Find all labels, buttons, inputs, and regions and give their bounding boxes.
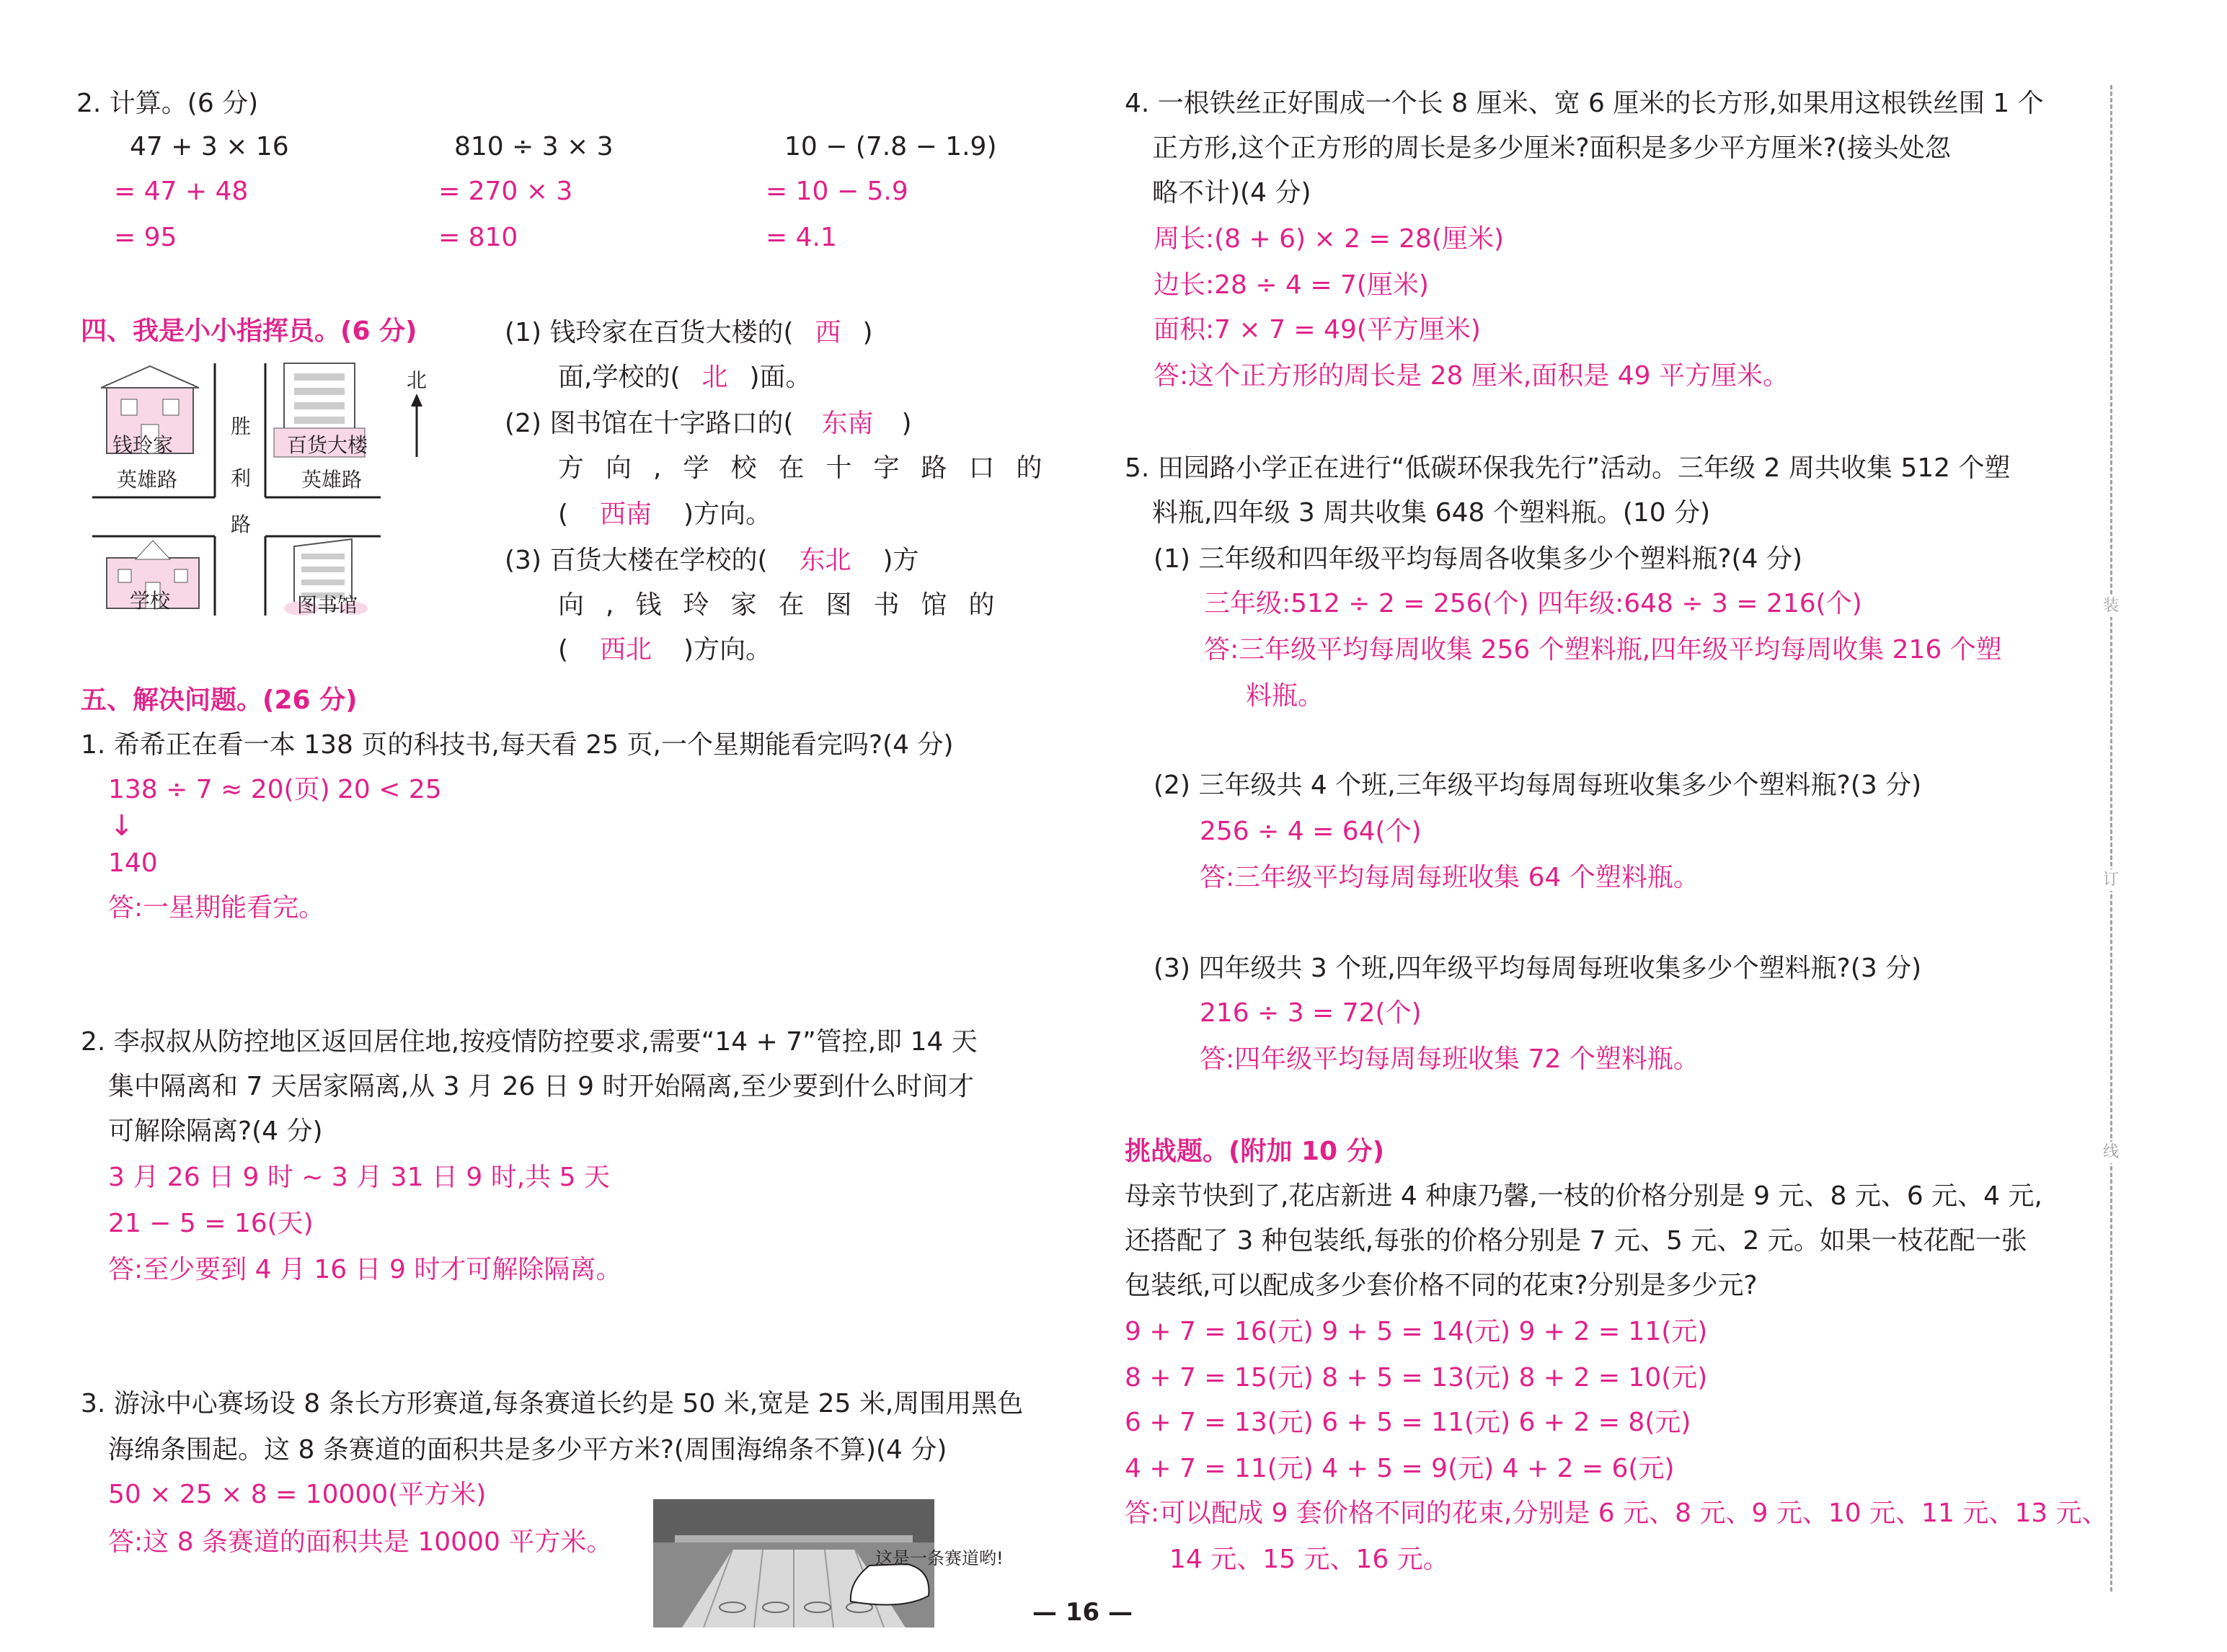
sec4-q1-line2: 面,学校的( 北 )面。 <box>558 363 812 392</box>
page-number: — 16 — <box>1032 1598 1133 1627</box>
problem-5-sub3-question: (3) 四年级共 3 个班,四年级平均每周每班收集多少个塑料瓶?(3 分) <box>1154 954 1922 983</box>
calc-3-result: = 4.1 <box>766 223 837 252</box>
problem-5-sub2-answer: 答:三年级平均每周每班收集 64 个塑料瓶。 <box>1200 863 1699 892</box>
problem-5-sub2-question: (2) 三年级共 4 个班,三年级平均每周每班收集多少个塑料瓶?(3 分) <box>1154 771 1922 800</box>
problem-1-approx: 140 <box>108 848 158 878</box>
problem-5-question-line1: 5. 田园路小学正在进行“低碳环保我先行”活动。三年级 2 周共收集 512 个塑 <box>1125 453 2011 483</box>
problem-2-step1: 3 月 26 日 9 时 ~ 3 月 31 日 9 时,共 5 天 <box>108 1163 610 1192</box>
sec4-q2-line2: 方向,学校在十字路口的 <box>558 453 1064 483</box>
problem-4-question-line3: 略不计)(4 分) <box>1152 178 1311 208</box>
problem-1-calc: 138 ÷ 7 ≈ 20(页) <box>108 775 330 804</box>
pool-speech-bubble: 这是一条赛道哟! <box>875 1548 1004 1568</box>
sec4-q3-line2: 向,钱玲家在图书馆的 <box>558 590 1017 620</box>
problem-5-question-line2: 料瓶,四年级 3 周共收集 648 个塑料瓶。(10 分) <box>1152 498 1711 528</box>
problem-4-area: 面积:7 × 7 = 49(平方厘米) <box>1154 315 1481 345</box>
problem-5-sub1-answer-line1: 答:三年级平均每周收集 256 个塑料瓶,四年级平均每周收集 216 个塑 <box>1204 635 2002 665</box>
sec4-q3-line1: (3) 百货大楼在学校的( 东北 )方 <box>505 546 919 575</box>
problem-4-question-line1: 4. 一根铁丝正好围成一个长 8 厘米、宽 6 厘米的长方形,如果用这根铁丝围 1 个 <box>1125 89 2044 118</box>
map-road-yingxiong-right: 英雄路 <box>301 468 363 492</box>
map-road-char-2: 利 <box>231 466 252 490</box>
map-road-yingxiong-left: 英雄路 <box>117 468 178 492</box>
problem-3-question-line1: 3. 游泳中心赛场设 8 条长方形赛道,每条赛道长约是 50 米,宽是 25 米,周围用黑色 <box>81 1389 1024 1418</box>
answer-blank-3: 东南 <box>821 409 874 438</box>
problem-4-answer: 答:这个正方形的周长是 28 厘米,面积是 49 平方厘米。 <box>1154 361 1789 391</box>
section-4-heading: 四、我是小小指挥员。(6 分) <box>81 316 417 346</box>
problem-3-step1: 50 × 25 × 8 = 10000(平方米) <box>108 1480 487 1509</box>
map-road-char-3: 路 <box>231 512 252 536</box>
problem-5-sub3-calc: 216 ÷ 3 = 72(个) <box>1200 998 1422 1028</box>
answer-blank-2: 北 <box>701 363 728 392</box>
calc-2-result: = 810 <box>438 223 518 252</box>
map-label-library: 图书馆 <box>297 593 358 617</box>
problem-4-side: 边长:28 ÷ 4 = 7(厘米) <box>1154 270 1429 300</box>
map-road-char-1: 胜 <box>231 414 252 438</box>
challenge-row-1: 9 + 7 = 16(元) 9 + 5 = 14(元) 9 + 2 = 11(元) <box>1125 1317 1708 1346</box>
problem-5-sub1-calc: 三年级:512 ÷ 2 = 256(个) 四年级:648 ÷ 3 = 216(个) <box>1204 589 1862 618</box>
binding-dashed-line <box>2110 85 2112 1591</box>
calc-1-expr: 47 + 3 × 16 <box>130 132 289 161</box>
sec4-q2-line1: (2) 图书馆在十字路口的( 东南 ) <box>505 409 912 438</box>
calc-3-step1: = 10 − 5.9 <box>766 177 908 206</box>
problem-2-question-line1: 2. 李叔叔从防控地区返回居住地,按疫情防控要求,需要“14 + 7”管控,即 14 天 <box>81 1027 978 1057</box>
binding-label-1: 装 <box>2102 595 2120 617</box>
answer-blank-6: 西北 <box>600 635 652 665</box>
problem-2-question-line3: 可解除隔离?(4 分) <box>108 1116 323 1146</box>
problem-4-perimeter: 周长:(8 + 6) × 2 = 28(厘米) <box>1154 224 1504 254</box>
challenge-question-line3: 包装纸,可以配成多少套价格不同的花束?分别是多少元? <box>1125 1271 1758 1300</box>
challenge-answer-line2: 14 元、15 元、16 元。 <box>1169 1545 1449 1574</box>
problem-2-question-line2: 集中隔离和 7 天居家隔离,从 3 月 26 日 9 时开始隔离,至少要到什么时间才 <box>108 1072 974 1101</box>
challenge-heading: 挑战题。(附加 10 分) <box>1125 1137 1385 1166</box>
problem-2-answer: 答:至少要到 4 月 16 日 9 时才可解除隔离。 <box>108 1255 622 1284</box>
calc-1-result: = 95 <box>114 223 177 252</box>
problem-5-sub2-calc: 256 ÷ 4 = 64(个) <box>1200 817 1422 846</box>
problem-1-answer: 答:一星期能看完。 <box>108 893 325 923</box>
section-5-heading: 五、解决问题。(26 分) <box>81 685 358 715</box>
challenge-question-line2: 还搭配了 3 种包装纸,每张的价格分别是 7 元、5 元、2 元。如果一枝花配一张 <box>1125 1226 2027 1256</box>
calc-3-expr: 10 − (7.8 − 1.9) <box>784 132 997 161</box>
challenge-row-4: 4 + 7 = 11(元) 4 + 5 = 9(元) 4 + 2 = 6(元) <box>1125 1454 1675 1483</box>
challenge-row-3: 6 + 7 = 13(元) 6 + 5 = 11(元) 6 + 2 = 8(元) <box>1125 1408 1691 1437</box>
map-label-qianling-home: 钱玲家 <box>112 433 174 457</box>
problem-5-sub1-answer-line2: 料瓶。 <box>1246 681 1324 711</box>
challenge-answer-line1: 答:可以配成 9 套价格不同的花束,分别是 6 元、8 元、9 元、10 元、11 元、13 元、 <box>1125 1498 2108 1528</box>
sec4-q3-line3: ( 西北 )方向。 <box>558 635 772 665</box>
calc-2-step1: = 270 × 3 <box>438 177 573 206</box>
map-label-department-store: 百货大楼 <box>287 433 368 457</box>
binding-label-2: 订 <box>2102 869 2120 891</box>
problem-5-sub3-answer: 答:四年级平均每周每班收集 72 个塑料瓶。 <box>1200 1044 1699 1074</box>
problem-2-step2: 21 − 5 = 16(天) <box>108 1209 314 1238</box>
calc-2-expr: 810 ÷ 3 × 3 <box>454 132 614 161</box>
answer-blank-1: 西 <box>815 318 841 347</box>
down-arrow-icon: ↓ <box>110 809 134 843</box>
sec4-q1-line1: (1) 钱玲家在百货大楼的( 西 ) <box>505 318 873 347</box>
problem-3-answer: 答:这 8 条赛道的面积共是 10000 平方米。 <box>108 1527 613 1557</box>
problem-1-compare: 20 < 25 <box>337 775 442 804</box>
map-label-school: 学校 <box>130 589 171 613</box>
problem-5-sub1-question: (1) 三年级和四年级平均每周各收集多少个塑料瓶?(4 分) <box>1154 544 1802 574</box>
calc-1-step1: = 47 + 48 <box>114 177 249 206</box>
sec4-q2-line3: ( 西南 )方向。 <box>558 499 772 529</box>
answer-blank-5: 东北 <box>799 546 851 575</box>
problem-4-question-line2: 正方形,这个正方形的周长是多少厘米?面积是多少平方厘米?(接头处忽 <box>1152 133 1951 163</box>
challenge-question-line1: 母亲节快到了,花店新进 4 种康乃馨,一枝的价格分别是 9 元、8 元、6 元、4 元, <box>1125 1181 2042 1211</box>
problem-1-question: 1. 希希正在看一本 138 页的科技书,每天看 25 页,一个星期能看完吗?(4 分) <box>81 730 954 760</box>
map-north-label: 北 <box>407 368 428 392</box>
problem-3-question-line2: 海绵条围起。这 8 条赛道的面积共是多少平方米?(周围海绵条不算)(4 分) <box>108 1435 947 1465</box>
calc-title: 2. 计算。(6 分) <box>76 89 259 118</box>
binding-label-3: 线 <box>2102 1142 2120 1163</box>
answer-blank-4: 西南 <box>600 499 652 529</box>
challenge-row-2: 8 + 7 = 15(元) 8 + 5 = 13(元) 8 + 2 = 10(元) <box>1125 1363 1708 1393</box>
